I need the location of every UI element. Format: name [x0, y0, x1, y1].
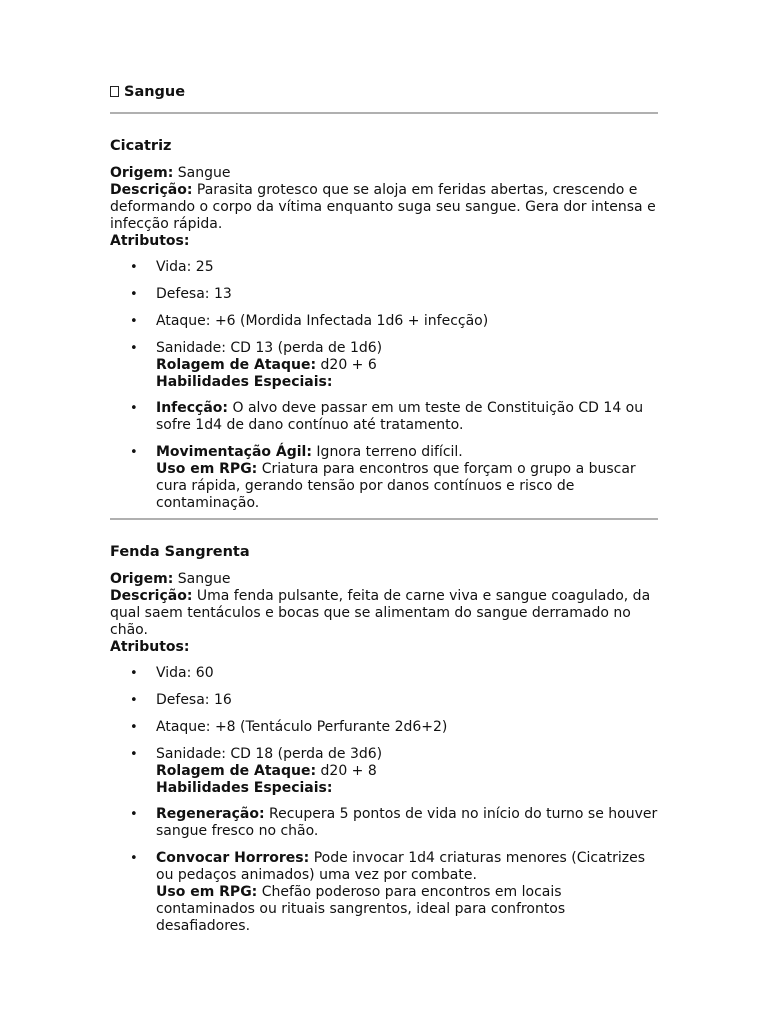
list-item: • Ataque: +6 (Mordida Infectada 1d6 + infecção) [110, 313, 658, 330]
description-label: Descrição: [110, 588, 193, 604]
rpg-use-text: Chefão poderoso para encontros em locais contaminados ou rituais sangrentos, ideal para confrontos desafiadores. [156, 884, 566, 934]
list-item [110, 746, 658, 797]
attack-roll-label: Rolagem de Ataque: [156, 763, 317, 779]
missing-glyph-icon [110, 86, 119, 97]
ability-text: Recupera 5 pontos de vida no início do turno se houver sangue fresco no chão. [156, 806, 658, 839]
sanity-value: • Sanidade: CD 18 (perda de 3d6) [156, 746, 383, 762]
rpg-use-label: Uso em RPG: [156, 884, 258, 900]
origin-value: Sangue [177, 165, 231, 181]
divider [110, 112, 658, 114]
abilities-list [110, 400, 658, 512]
list-item [110, 340, 658, 391]
creature-name: Fenda Sangrenta [110, 544, 250, 560]
sanity-value: • Sanidade: CD 13 (perda de 1d6) [156, 340, 383, 356]
rpg-use-line [156, 461, 658, 512]
list-item [110, 850, 658, 935]
attributes-heading: Atributos: [110, 639, 190, 655]
attributes-list [110, 665, 658, 797]
list-item: • Ataque: +8 (Tentáculo Perfurante 2d6+2) [110, 719, 658, 736]
rpg-use-line [156, 884, 658, 935]
description-line [110, 588, 658, 639]
ability-name: Infecção: [156, 400, 229, 416]
origin-label: Origem: [110, 571, 174, 587]
attack-roll-line [156, 357, 658, 374]
ability-name: Convocar Horrores: [156, 850, 310, 866]
list-item: • Defesa: 16 [110, 692, 658, 709]
list-item: • Vida: 25 [110, 259, 658, 276]
rpg-use-label: Uso em RPG: [156, 461, 258, 477]
abilities-list [110, 806, 658, 935]
creature-card [110, 544, 658, 945]
origin-line [110, 165, 658, 182]
list-item: • Vida: 60 [110, 665, 658, 682]
attributes-list [110, 259, 658, 391]
abilities-heading: Habilidades Especiais: [156, 374, 333, 390]
ability-text: Pode invocar 1d4 criaturas menores (Cicatrizes ou pedaços animados) uma vez por combate. [156, 850, 646, 883]
ability-name: Regeneração: [156, 806, 265, 822]
rpg-use-text: Criatura para encontros que forçam o grupo a buscar cura rápida, gerando tensão por danos contínuos e risco de contaminação. [156, 461, 636, 511]
creature-name: Cicatriz [110, 138, 172, 154]
origin-line [110, 571, 658, 588]
ability-name: Movimentação Ágil: [156, 444, 312, 460]
attack-roll-value: d20 + 8 [320, 763, 377, 779]
section-title: Sangue [124, 84, 186, 100]
description-label: Descrição: [110, 182, 193, 198]
divider [110, 518, 658, 520]
list-item: • Defesa: 13 [110, 286, 658, 303]
origin-label: Origem: [110, 165, 174, 181]
attack-roll-line [156, 763, 658, 780]
description-line [110, 182, 658, 233]
list-item [110, 806, 658, 840]
list-item [110, 444, 658, 512]
origin-value: Sangue [177, 571, 231, 587]
ability-text: O alvo deve passar em um teste de Constituição CD 14 ou sofre 1d4 de dano contínuo até tratamento. [156, 400, 644, 433]
description-text: Uma fenda pulsante, feita de carne viva e sangue coagulado, da qual saem tentáculos e bocas que se alimentam do sangue derramado no chão. [110, 588, 651, 638]
list-item [110, 400, 658, 434]
attributes-heading: Atributos: [110, 233, 190, 249]
attack-roll-value: d20 + 6 [320, 357, 377, 373]
section-heading [110, 84, 185, 101]
description-text: Parasita grotesco que se aloja em feridas abertas, crescendo e deformando o corpo da vítima enquanto suga seu sangue. Gera dor intensa e infecção rápida. [110, 182, 656, 232]
attack-roll-label: Rolagem de Ataque: [156, 357, 317, 373]
abilities-heading: Habilidades Especiais: [156, 780, 333, 796]
creature-card [110, 138, 658, 522]
ability-text: Ignora terreno difícil. [316, 444, 463, 460]
